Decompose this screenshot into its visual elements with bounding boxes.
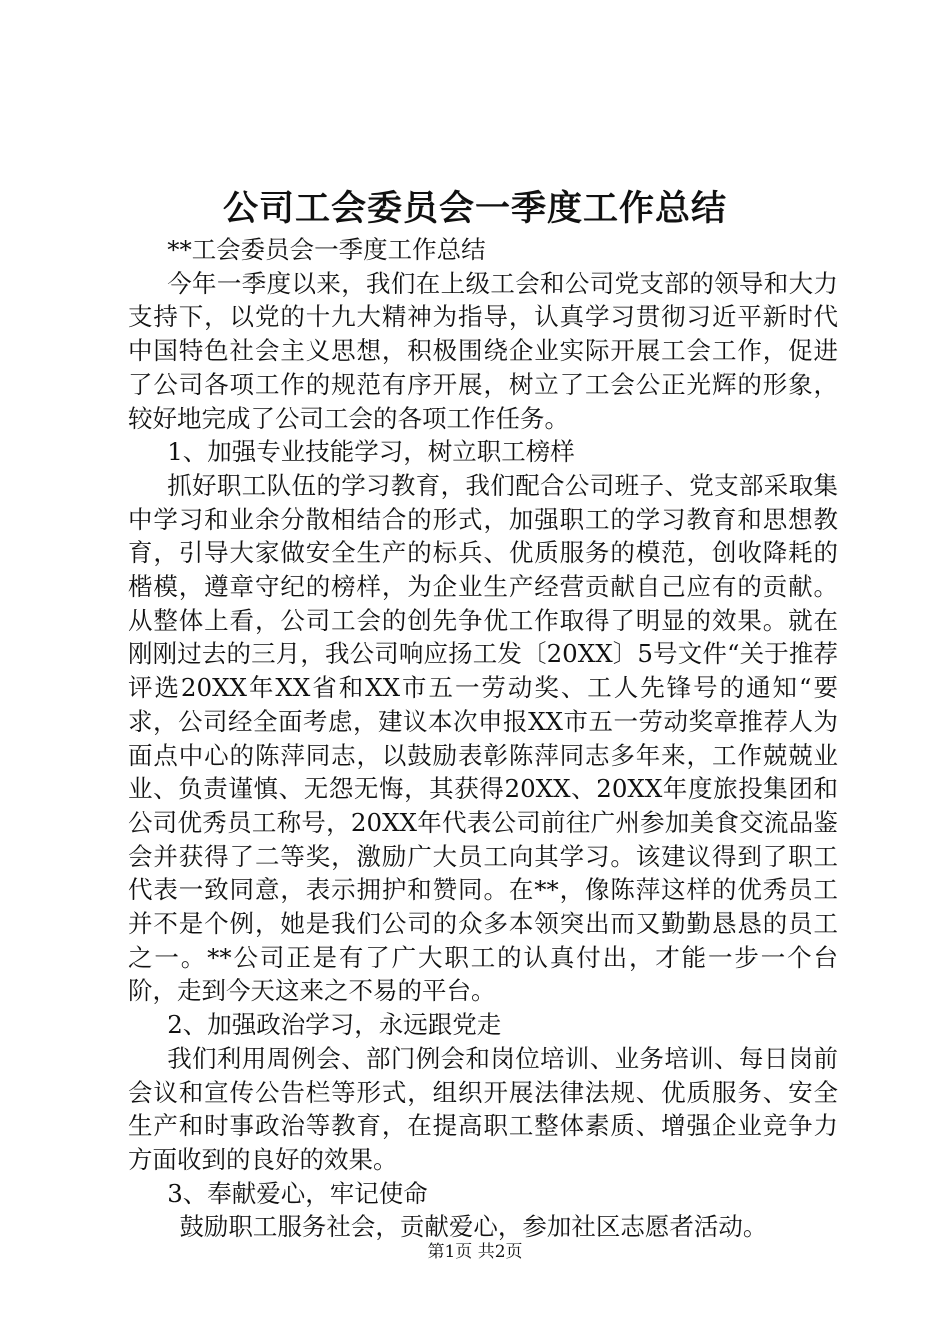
page-footer: 第1页 共2页 [427,1242,523,1262]
document-title: 公司工会委员会一季度工作总结 [222,188,727,229]
section-heading-2: 2、加强政治学习，永远跟党走 [167,1010,502,1040]
section-heading-3: 3、奉献爱心，牢记使命 [167,1178,428,1208]
section-paragraph-1: 抓好职工队伍的学习教育，我们配合公司班子、党支部采取集中学习和业余分散相结合的形式，加强职工的学习教育和思想教育，引导大家做安全生产的标兵、优质服务的模范，创收降耗的楷模，遵章守纪的榜样，为企业生产经营贡献自己应有的贡献。从整体上看，公司工会的创先争优工作取得了明显的效果。就在刚刚过去的三月，我公司响应扬工发〔20XX〕5号文件“关于推荐评选20XX年XX省和XX市五一劳动奖、工人先锋号的通知“要求，公司经全面考虑，建议本次申报XX市五一劳动奖章推荐人为面点中心的陈萍同志，以鼓励表彰陈萍同志多年来，工作兢兢业业、负责谨慎、无怨无悔，其获得20XX、20XX年度旅投集团和公司优秀员工称号，20XX年代表公司前往广州参加美食交流品鉴会并获得了二等奖，激励广大员工向其学习。该建议得到了职工代表一致同意，表示拥护和赞同。在**，像陈萍这样的优秀员工并不是个例，她是我们公司的众多本领突出而又勤勤恳恳的员工之一。**公司正是有了广大职工的认真付出，才能一步一个台阶，走到今天这来之不易的平台。 [128,470,838,1006]
document-subtitle: **工会委员会一季度工作总结 [167,235,486,264]
section-paragraph-2: 我们利用周例会、部门例会和岗位培训、业务培训、每日岗前会议和宣传公告栏等形式，组织开展法律法规、优质服务、安全生产和时事政治等教育，在提高职工整体素质、增强企业竞争力方面收到的良好的效果。 [128,1043,838,1174]
intro-paragraph: 今年一季度以来，我们在上级工会和公司党支部的领导和大力支持下，以党的十九大精神为指导，认真学习贯彻习近平新时代中国特色社会主义思想，积极围绕企业实际开展工会工作，促进了公司各项工作的规范有序开展，树立了工会公正光辉的形象，较好地完成了公司工会的各项工作任务。 [128,268,838,433]
section-heading-1: 1、加强专业技能学习，树立职工榜样 [167,437,575,467]
section-paragraph-3: 鼓励职工服务社会，贡献爱心，参加社区志愿者活动。 [179,1212,768,1242]
document-body [128,233,838,1244]
